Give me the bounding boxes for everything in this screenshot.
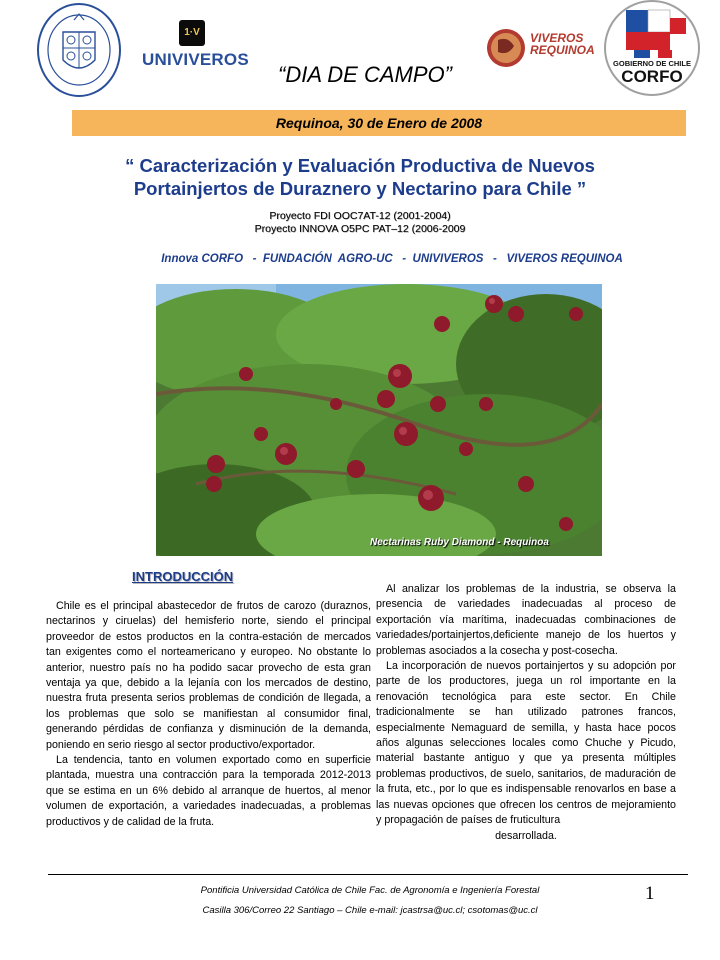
univiveros-logo: [142, 20, 249, 76]
intro-left-column: [46, 599, 371, 830]
footer: [110, 881, 630, 921]
requinoa-logo-text: [530, 32, 595, 56]
date-banner: Requinoa, 30 de Enero de 2008: [72, 110, 686, 136]
univiveros-wordmark: UNIVIVEROS: [142, 50, 249, 69]
intro-right-column: [376, 582, 676, 844]
corfo-logo-text: [604, 59, 700, 85]
requinoa-logo-line2: REQUINOA: [530, 43, 595, 57]
nectarine-tree-photo: [156, 284, 602, 556]
puc-seal-logo: [36, 2, 122, 98]
main-title: [60, 154, 660, 200]
intro-paragraph: Chile es el principal abastecedor de frutos de carozo (duraznos, nectarinos y ciruelas) del hemisferio norte, siendo el principal proveedor de estos productos en la contra-estación de mercados tan exigentes como el norteamericano y europeo. No obstante lo anterior, nuestro país no ha podido sacar provecho de esta gran ventaja ya que, debido a la lejanía con los mercados de destino, nuestra fruta presenta serios problemas de condición de llegada, a los problemas que solo se manifiestan al consumidor final, generando pérdidas de confianza y disminución de la demanda, poniendo en serio riesgo al sector productivo/exportador.: [46, 600, 371, 751]
partners-line: Innova CORFO - FUNDACIÓN AGRO-UC - UNIVIVEROS - VIVEROS REQUINOA: [161, 253, 623, 265]
intro-paragraph: La tendencia, tanto en volumen exportado como en superficie plantada, muestra una contracción para la temporada 2012-2013 que se estima en un 6% debido al arranque de huertos, al menor volumen de exportación, a variedades inadecuadas, a problemas productivos y de calidad de la fruta.: [46, 754, 371, 828]
event-title: “DIA DE CAMPO”: [278, 62, 452, 87]
intro-paragraph-end: desarrollada.: [495, 829, 557, 842]
main-title-line2: Portainjertos de Duraznero y Nectarino para Chile ”: [133, 178, 587, 199]
photo-caption: Nectarinas Ruby Diamond - Requinoa: [370, 537, 549, 548]
corfo-logo-line1: GOBIERNO DE CHILE: [613, 59, 691, 68]
project-line1: Proyecto FDI OOC7AT-12 (2001-2004): [269, 210, 451, 222]
footer-institution: Pontificia Universidad Católica de Chile Fac. de Agronomía e Ingeniería Forestal: [200, 885, 540, 896]
footer-divider: [48, 874, 688, 875]
main-title-line1: “ Caracterización y Evaluación Productiva de Nuevos: [125, 155, 595, 176]
section-heading-introduccion: INTRODUCCIÓN: [132, 569, 234, 584]
project-codes: [160, 210, 560, 236]
intro-paragraph: La incorporación de nuevos portainjertos y su adopción por parte de los productores, juega un rol importante en la renovación tecnológica para este sector. En Chile tradicionalmente se han utilizado patrones francos, especialmente Nemaguard de semilla, y hasta hace pocos años algunas selecciones locales como Chuche y Picudo, material bastante antiguo y que ya presenta múltiples problemas productivos, de suelo, sanitarios, de maduración de la fruta, etc., por lo que es indispensable renovarlos en base a las nuevas opciones que ofrecen los centros de mejoramiento y propagación de países de fruticultura: [376, 660, 676, 827]
intro-paragraph: Al analizar los problemas de la industria, se observa la presencia de variedades inadecuadas al proceso de exportación vía marítima, inadecuadas combinaciones de variedades/portainjertos,deficiente manejo de los huertos y problemas asociados a la cosecha y post-cosecha.: [376, 583, 676, 657]
footer-contact: Casilla 306/Correo 22 Santiago – Chile e-mail: jcastrsa@uc.cl; csotomas@uc.cl: [202, 905, 538, 916]
requinoa-logo-line1: VIVEROS: [530, 31, 584, 45]
univiveros-badge: 1·V: [179, 20, 205, 46]
project-line2: Proyecto INNOVA O5PC PAT–12 (2006-2009: [254, 223, 466, 235]
corfo-logo-line2: CORFO: [621, 67, 683, 86]
page-number: 1: [645, 883, 655, 904]
